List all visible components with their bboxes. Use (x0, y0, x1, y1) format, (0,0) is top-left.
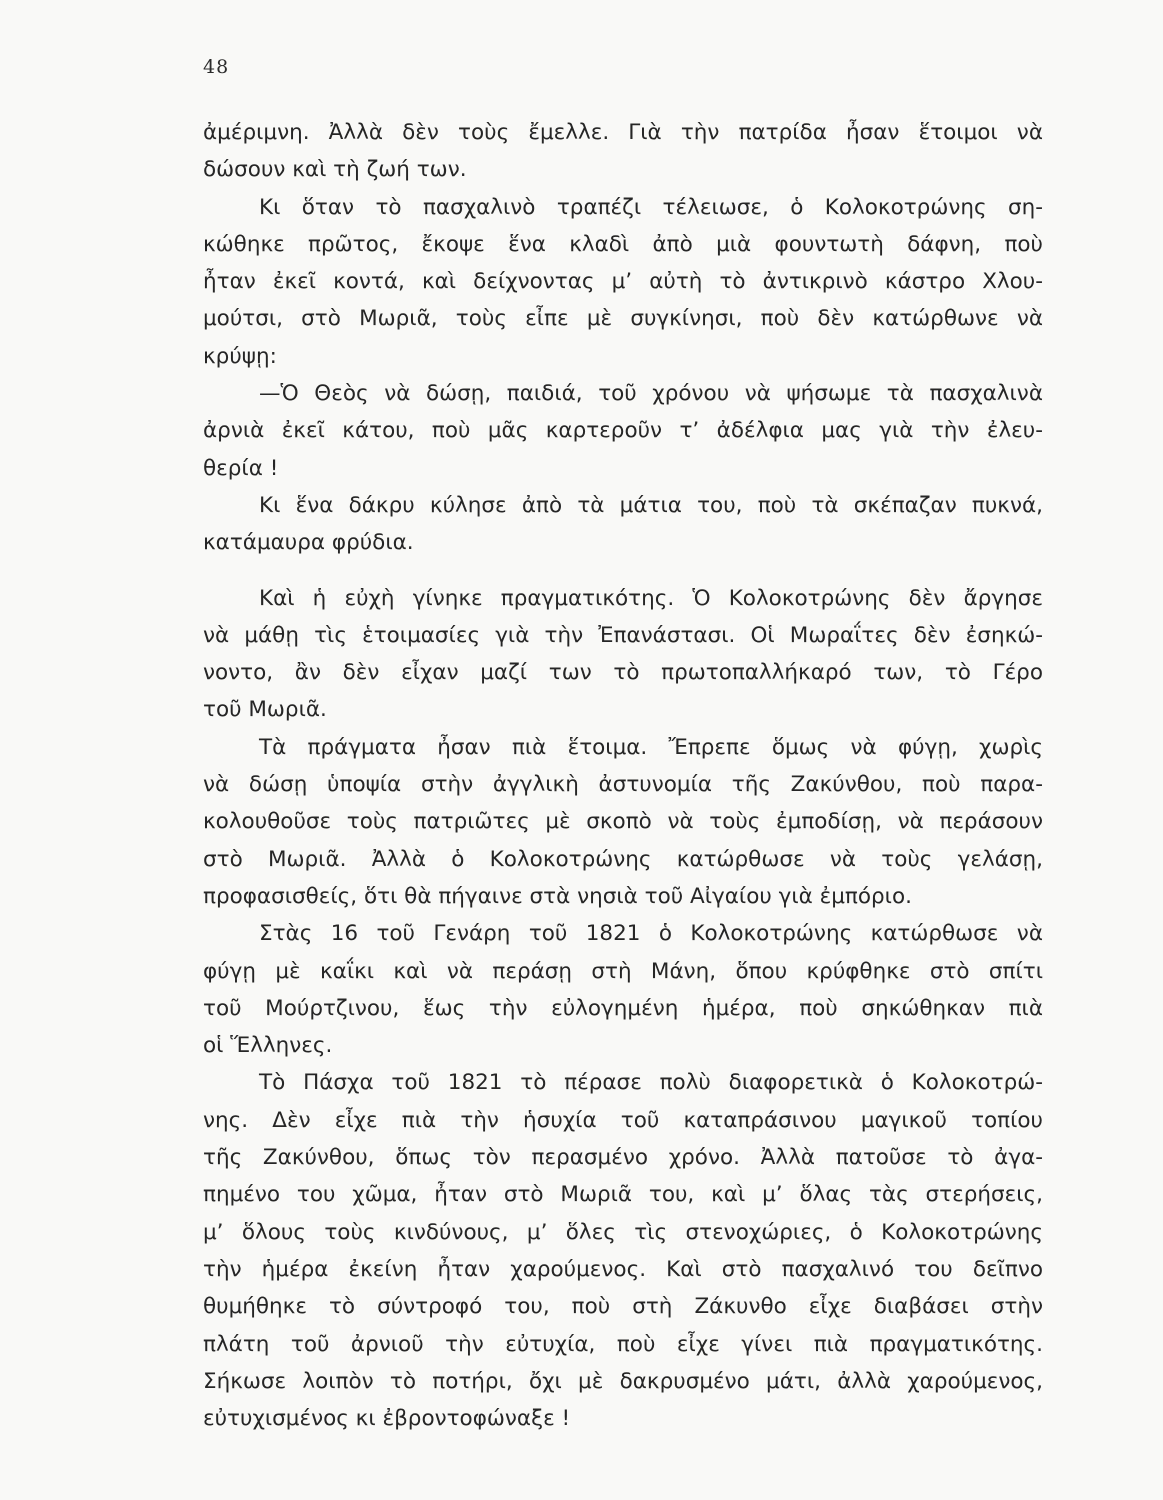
text-line: ἀρνιὰ ἐκεῖ κάτου, ποὺ μᾶς καρτεροῦν τ’ ἀδέλφια μας γιὰ τὴν ἐλευ- (203, 418, 1043, 444)
text-line: θυμήθηκε τὸ σύντροφό του, ποὺ στὴ Ζάκυνθο εἶχε διαβάσει στὴν (203, 1294, 1043, 1320)
text-line: νης. Δὲν εἶχε πιὰ τὴν ἡσυχία τοῦ καταπράσινου μαγικοῦ τοπίου (203, 1107, 1043, 1133)
page-number: 48 (203, 56, 230, 78)
text-line: θερία ! (203, 455, 279, 481)
text-line: ἦταν ἐκεῖ κοντά, καὶ δείχνοντας μ’ αὐτὴ τὸ ἀντικρινὸ κάστρο Χλου- (203, 269, 1043, 295)
text-line: κολουθοῦσε τοὺς πατριῶτες μὲ σκοπὸ νὰ τοὺς ἐμποδίσῃ, νὰ περάσουν (203, 809, 1043, 835)
text-line: τὴν ἡμέρα ἐκείνη ἦταν χαρούμενος. Καὶ στὸ πασχαλινό του δεῖπνο (203, 1256, 1043, 1282)
text-line: κρύψῃ: (203, 343, 277, 369)
text-line: τῆς Ζακύνθου, ὅπως τὸν περασμένο χρόνο. Ἀλλὰ πατοῦσε τὸ ἀγα- (203, 1145, 1043, 1171)
paragraph (203, 915, 1043, 1064)
paragraph (203, 729, 1043, 915)
text-line: Κι ἕνα δάκρυ κύλησε ἀπὸ τὰ μάτια του, ποὺ τὰ σκέπαζαν πυκνά, (259, 492, 1043, 518)
paragraph (203, 1064, 1043, 1437)
paragraph (203, 580, 1043, 729)
text-line: Στὰς 16 τοῦ Γενάρη τοῦ 1821 ὁ Κολοκοτρώνης κατώρθωσε νὰ (259, 921, 1043, 947)
text-line: Τὸ Πάσχα τοῦ 1821 τὸ πέρασε πολὺ διαφορετικὰ ὁ Κολοκοτρώ- (259, 1070, 1043, 1096)
paragraph (203, 189, 1043, 375)
text-line: στὸ Μωριᾶ. Ἀλλὰ ὁ Κολοκοτρώνης κατώρθωσε νὰ τοὺς γελάσῃ, (203, 846, 1043, 872)
text-line: νοντο, ἂν δὲν εἶχαν μαζί των τὸ πρωτοπαλλήκαρό των, τὸ Γέρο (203, 660, 1043, 686)
text-line: Κι ὅταν τὸ πασχαλινὸ τραπέζι τέλειωσε, ὁ Κολοκοτρώνης ση- (259, 194, 1043, 220)
text-line: Τὰ πράγματα ἦσαν πιὰ ἕτοιμα. Ἔπρεπε ὅμως νὰ φύγῃ, χωρὶς (259, 734, 1043, 760)
paragraph (203, 375, 1043, 487)
text-line: τοῦ Μωριᾶ. (203, 697, 327, 723)
paragraph (203, 114, 1043, 189)
text-line: Σήκωσε λοιπὸν τὸ ποτήρι, ὄχι μὲ δακρυσμένο μάτι, ἀλλὰ χαρούμενος, (203, 1368, 1043, 1394)
text-line: φύγῃ μὲ καΐκι καὶ νὰ περάσῃ στὴ Μάνη, ὅπου κρύφθηκε στὸ σπίτι (203, 958, 1043, 984)
text-line: προφασισθείς, ὅτι θὰ πήγαινε στὰ νησιὰ τοῦ Αἰγαίου γιὰ ἐμπόριο. (203, 883, 912, 909)
text-line: Καὶ ἡ εὐχὴ γίνηκε πραγματικότης. Ὁ Κολοκοτρώνης δὲν ἄργησε (259, 585, 1043, 611)
body-text (203, 114, 1043, 1437)
text-line: δώσουν καὶ τὴ ζωή των. (203, 157, 467, 183)
text-line: νὰ δώσῃ ὑποψία στὴν ἀγγλικὴ ἀστυνομία τῆς Ζακύνθου, ποὺ παρα- (203, 772, 1043, 798)
text-line: μ’ ὅλους τοὺς κινδύνους, μ’ ὅλες τὶς στενοχώριες, ὁ Κολοκοτρώνης (203, 1219, 1043, 1245)
text-line: εὐτυχισμένος κι ἐβροντοφώναξε ! (203, 1406, 571, 1432)
text-line: κώθηκε πρῶτος, ἔκοψε ἕνα κλαδὶ ἀπὸ μιὰ φουντωτὴ δάφνη, ποὺ (203, 231, 1043, 257)
paragraph-gap (203, 562, 1043, 580)
text-line: —Ὁ Θεὸς νὰ δώσῃ, παιδιά, τοῦ χρόνου νὰ ψήσωμε τὰ πασχαλινὰ (259, 381, 1043, 407)
text-line: κατάμαυρα φρύδια. (203, 530, 414, 556)
text-line: τοῦ Μούρτζινου, ἕως τὴν εὐλογημένη ἡμέρα, ποὺ σηκώθηκαν πιὰ (203, 995, 1043, 1021)
text-line: νὰ μάθῃ τὶς ἑτοιμασίες γιὰ τὴν Ἐπανάστασι. Οἱ Μωραΐτες δὲν ἐσηκώ- (203, 622, 1043, 648)
text-line: οἱ Ἕλληνες. (203, 1033, 333, 1059)
text-line: μούτσι, στὸ Μωριᾶ, τοὺς εἶπε μὲ συγκίνησι, ποὺ δὲν κατώρθωνε νὰ (203, 306, 1043, 332)
text-line: ἀμέριμνη. Ἀλλὰ δὲν τοὺς ἔμελλε. Γιὰ τὴν πατρίδα ἦσαν ἕτοιμοι νὰ (203, 120, 1043, 145)
text-line: πλάτη τοῦ ἀρνιοῦ τὴν εὐτυχία, ποὺ εἶχε γίνει πιὰ πραγματικότης. (203, 1331, 1043, 1357)
paragraph (203, 487, 1043, 562)
text-line: πημένο του χῶμα, ἦταν στὸ Μωριᾶ του, καὶ μ’ ὅλας τὰς στερήσεις, (203, 1182, 1043, 1208)
